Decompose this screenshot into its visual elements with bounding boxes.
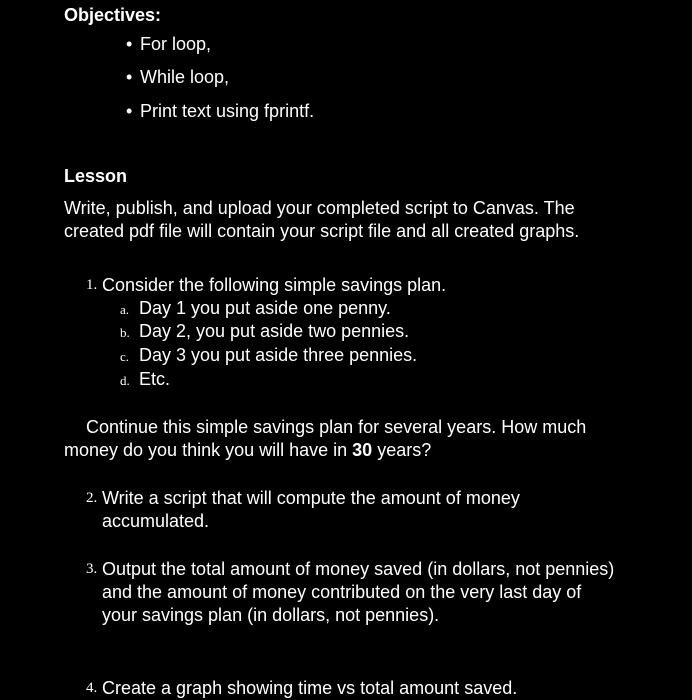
list-marker: 1.	[86, 277, 98, 293]
continue-text: Continue this simple savings plan for several years. How much money do you think you will have in	[64, 417, 587, 460]
bullet-icon: •	[126, 101, 133, 121]
lesson-heading: Lesson	[64, 166, 128, 186]
years-count: 30	[352, 440, 373, 460]
objective-item	[126, 100, 314, 123]
sub-item	[120, 344, 417, 368]
numbered-item-text: Write a script that will compute the amount of money accumulated.	[102, 488, 520, 531]
sub-item	[120, 297, 391, 321]
list-marker: 4.	[86, 680, 98, 696]
objective-item	[126, 33, 211, 56]
sub-item-text: Etc.	[139, 369, 171, 389]
numbered-item-2	[86, 487, 586, 533]
continue-paragraph	[64, 416, 604, 462]
numbered-item-text: Output the total amount of money saved (in dollars, not pennies) and the amount of money contributed on the very last day of your savings plan (in dollars, not pennies).	[102, 559, 615, 625]
objective-text: Print text using fprintf.	[140, 101, 315, 121]
list-marker: 2.	[86, 490, 98, 506]
objective-item	[126, 66, 229, 89]
bullet-icon: •	[126, 34, 133, 54]
objective-text: For loop,	[140, 34, 212, 54]
sub-item-text: Day 1 you put aside one penny.	[139, 298, 391, 318]
numbered-item-3	[86, 558, 616, 627]
numbered-item-text: Consider the following simple savings plan.	[102, 275, 447, 295]
list-marker: a.	[120, 302, 130, 317]
numbered-item-text: Create a graph showing time vs total amount saved.	[102, 678, 518, 698]
list-marker: d.	[120, 373, 130, 388]
numbered-item-4	[86, 677, 626, 700]
objectives-heading: Objectives:	[64, 5, 162, 25]
bullet-icon: •	[126, 67, 133, 87]
continue-text-end: years?	[372, 440, 432, 460]
objective-text: While loop,	[140, 67, 230, 87]
list-marker: c.	[120, 349, 130, 364]
sub-item	[120, 320, 409, 344]
sub-item-text: Day 3 you put aside three pennies.	[139, 345, 418, 365]
list-marker: 3.	[86, 561, 98, 577]
numbered-item-1	[86, 274, 626, 297]
sub-item	[120, 368, 170, 392]
list-marker: b.	[120, 325, 130, 340]
lesson-intro: Write, publish, and upload your completed script to Canvas. The created pdf file will contain your script file and all created graphs.	[64, 198, 580, 241]
sub-item-text: Day 2, you put aside two pennies.	[139, 321, 410, 341]
